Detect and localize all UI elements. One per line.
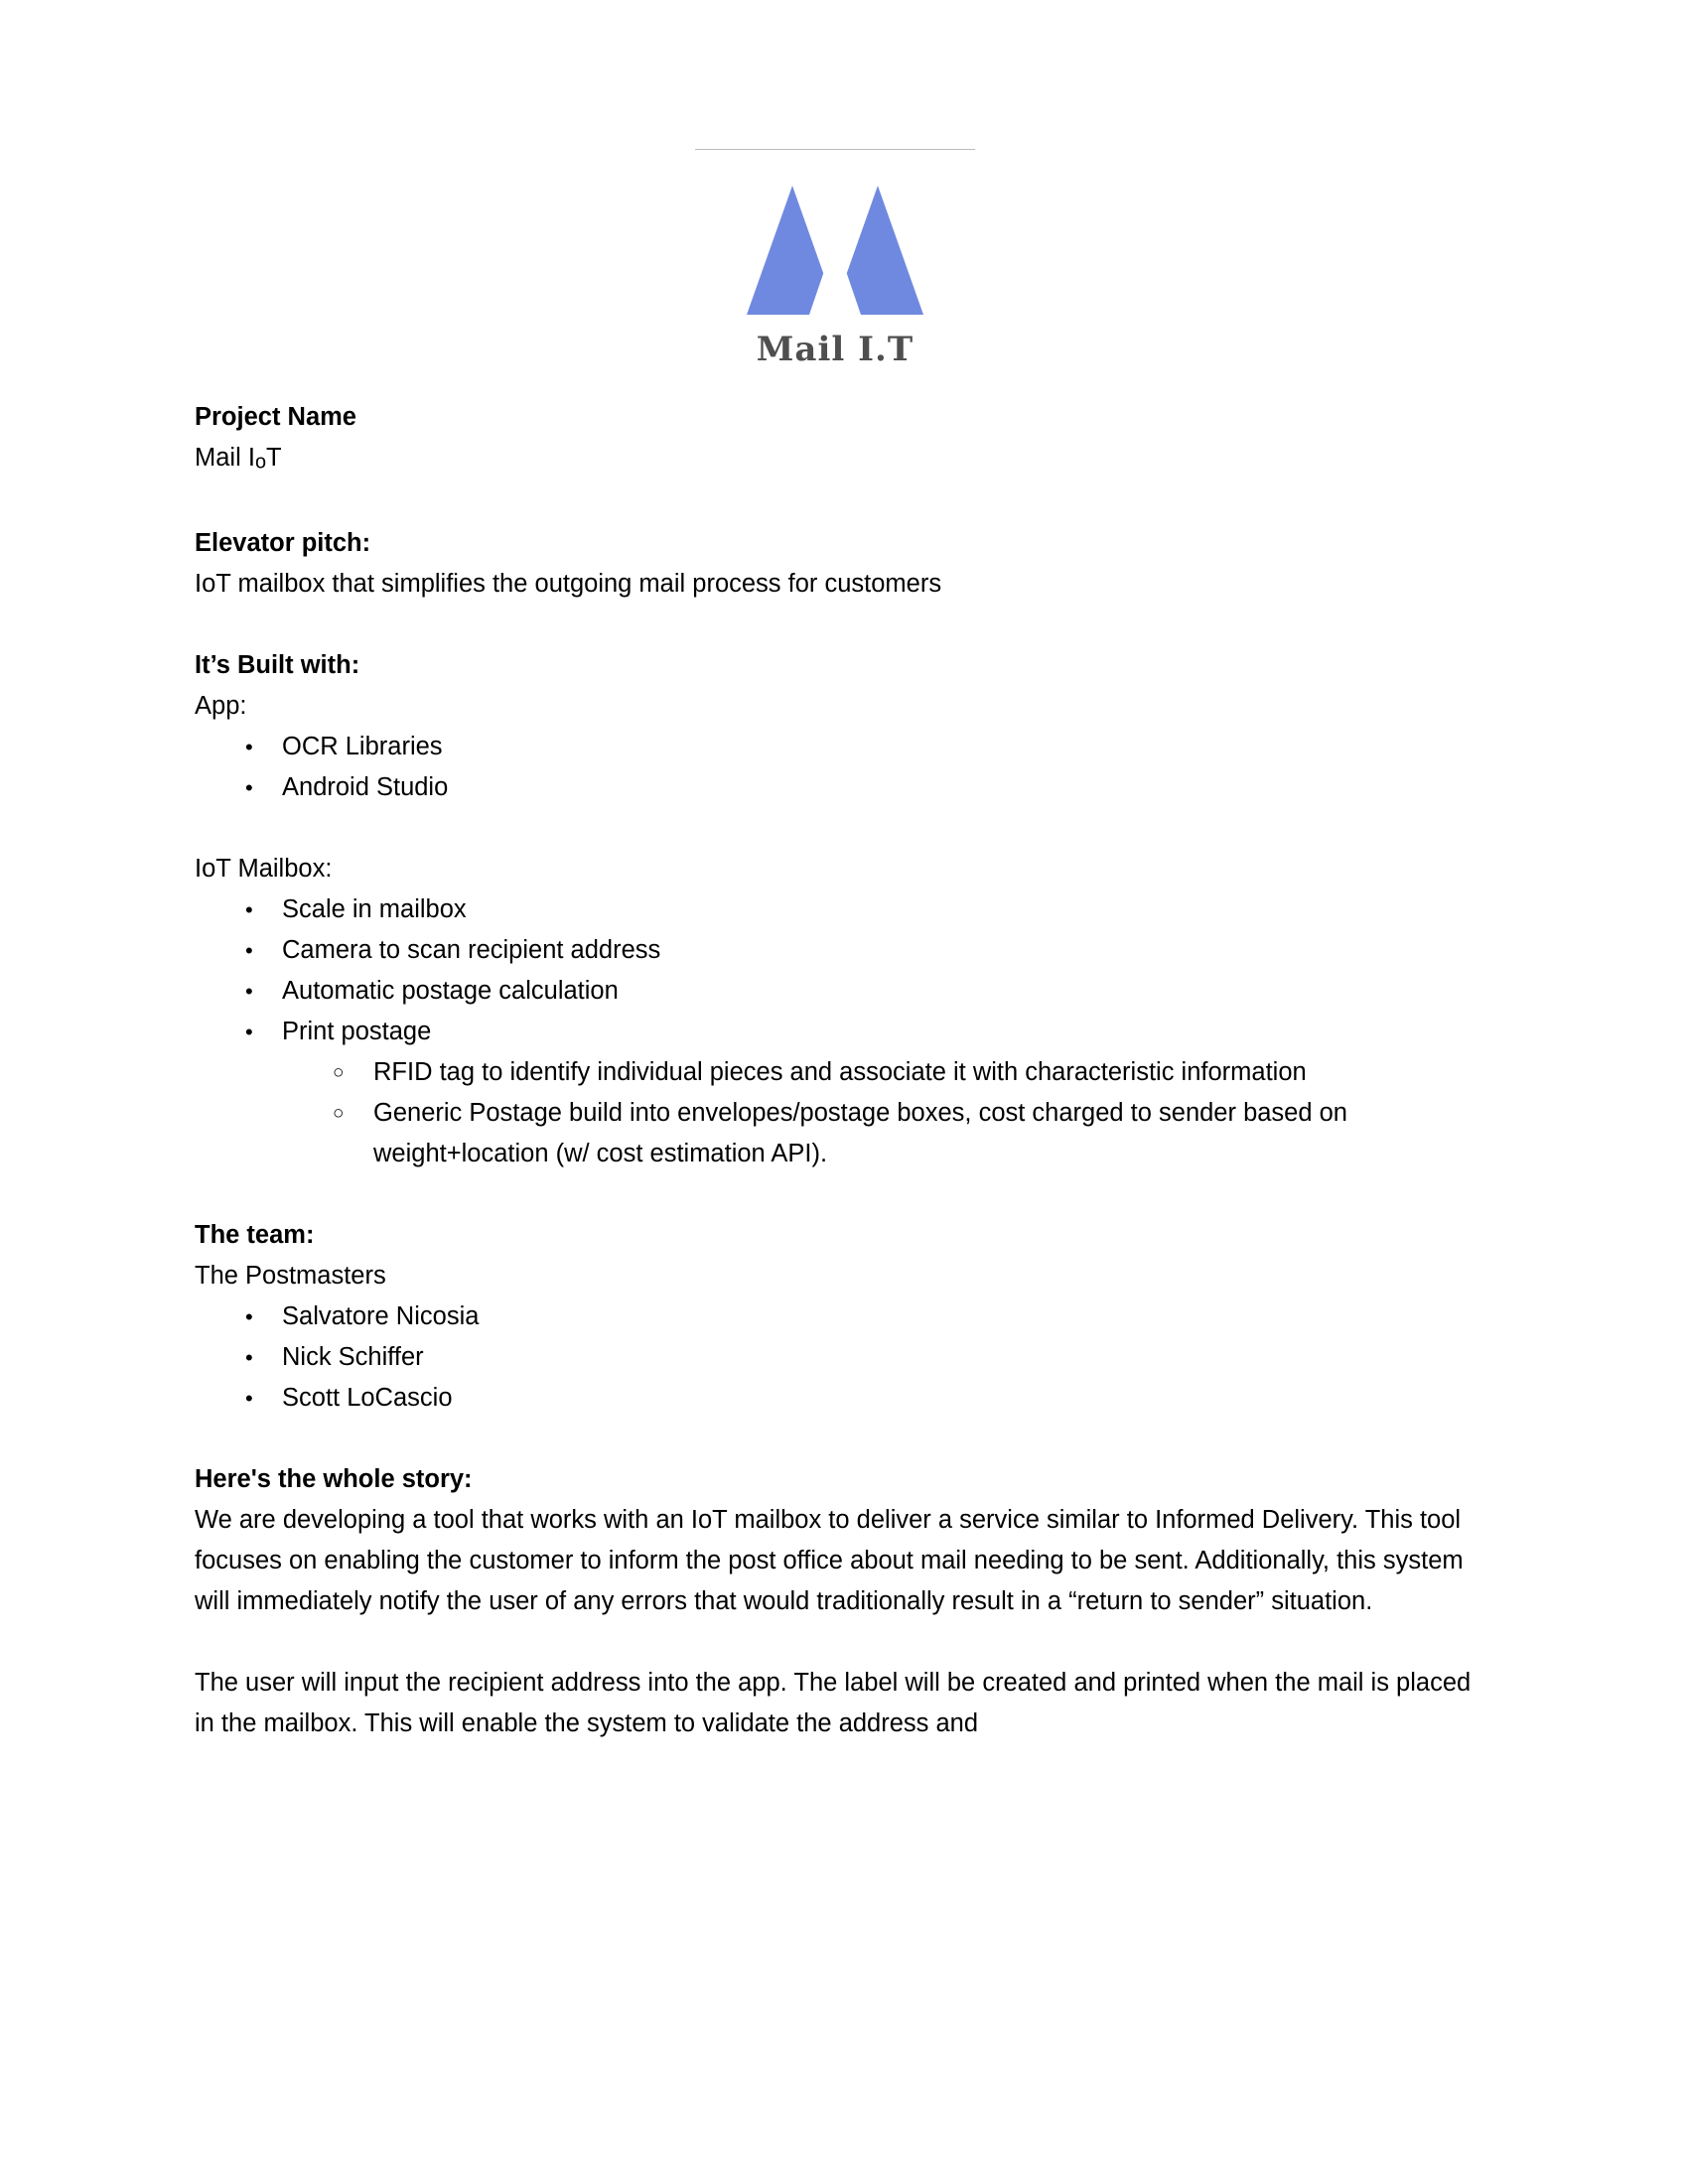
list-item-label: OCR Libraries — [282, 733, 443, 761]
heading-elevator-pitch: Elevator pitch: — [195, 529, 371, 558]
heading-story: Here's the whole story: — [195, 1465, 473, 1494]
list-item — [242, 1297, 1476, 1337]
print-postage-sublist — [282, 1052, 1476, 1174]
list-item-label: Generic Postage build into envelopes/postage boxes, cost charged to sender based on weight+location (w/ cost estimation API). — [373, 1099, 1347, 1168]
app-list — [195, 727, 1476, 808]
mailbox-list — [195, 889, 1476, 1174]
list-item-label: Automatic postage calculation — [282, 977, 619, 1006]
heading-team: The team: — [195, 1221, 315, 1250]
list-item-label: Scale in mailbox — [282, 895, 467, 924]
list-item-label: Print postage — [282, 1018, 432, 1046]
list-item — [242, 889, 1476, 930]
spacer — [195, 808, 1476, 849]
heading-built-with: It’s Built with: — [195, 651, 360, 680]
list-item-label: Nick Schiffer — [282, 1343, 424, 1372]
elevator-pitch-text: IoT mailbox that simplifies the outgoing mail process for customers — [195, 570, 942, 599]
spacer — [195, 1174, 1476, 1215]
list-item — [242, 1378, 1476, 1419]
team-list — [195, 1297, 1476, 1419]
list-item — [242, 971, 1476, 1012]
list-item-label: Camera to scan recipient address — [282, 936, 661, 965]
logo-wordmark: Mail I.T — [756, 330, 914, 369]
story-paragraph-1: We are developing a tool that works with an IoT mailbox to deliver a service similar to Informed Delivery. This tool focuses on enabling the customer to inform the post office about mail needing to be sent. Additionally, this system will immediately notify the user of any errors that would traditionally result in a “return to sender” situation. — [195, 1506, 1464, 1616]
spacer — [195, 1419, 1476, 1459]
list-item-label: Salvatore Nicosia — [282, 1302, 480, 1331]
project-name-suffix: T — [266, 444, 282, 472]
list-item — [242, 1337, 1476, 1378]
story-paragraph-2: The user will input the recipient address into the app. The label will be created and printed when the mail is placed in the mailbox. This will enable the system to validate the address and — [195, 1669, 1472, 1738]
header-divider — [695, 149, 975, 150]
project-name-sub: o — [254, 451, 266, 474]
document-body — [195, 397, 1476, 1744]
list-item — [242, 727, 1476, 767]
team-subtitle: The Postmasters — [195, 1262, 386, 1291]
list-item — [330, 1052, 1476, 1093]
mountain-logo-icon — [746, 186, 924, 315]
heading-project-name: Project Name — [195, 403, 356, 431]
list-item-label: RFID tag to identify individual pieces and associate it with characteristic information — [373, 1058, 1307, 1087]
built-with-mailbox-label: IoT Mailbox: — [195, 855, 333, 884]
spacer — [195, 1622, 1476, 1663]
spacer — [195, 605, 1476, 645]
list-item-label: Android Studio — [282, 773, 449, 802]
project-name-prefix: Mail I — [195, 444, 255, 472]
list-item — [242, 930, 1476, 971]
project-name-value — [195, 438, 1476, 482]
list-item-label: Scott LoCascio — [282, 1384, 453, 1413]
list-item — [330, 1093, 1476, 1174]
list-item — [242, 1012, 1476, 1174]
list-item — [242, 767, 1476, 808]
built-with-app-label: App: — [195, 692, 247, 721]
logo-center-notch — [809, 239, 861, 315]
spacer — [195, 482, 1476, 523]
document-content — [195, 149, 1476, 1744]
logo-block — [195, 149, 1476, 369]
